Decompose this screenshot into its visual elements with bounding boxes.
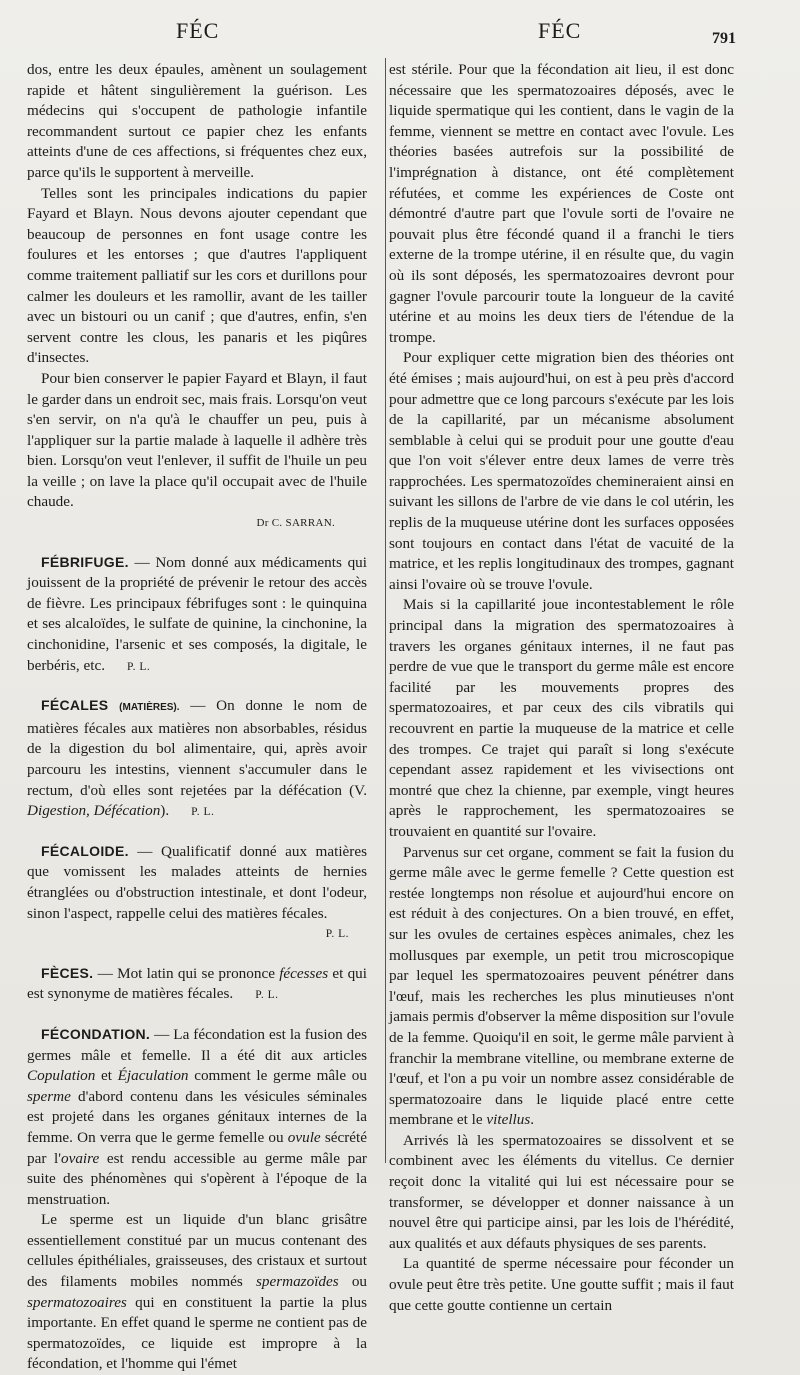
italic-word: spermazoïdes [255,1273,339,1291]
italic-word: vitellus [486,1111,531,1129]
paragraph: Pour bien conserver le papier Fayard et Blayn, il faut le garder dans un endroit sec, mais frais. Lorsqu'on veut s'en servir, on n'a qu'à le chauffer un peu, puis à l'appliquer sur la partie malade à laquelle il adhère très bien. Lorsqu'on veut l'enlever, il suffit de l'huile un peu la veille ; on lave la place qu'il occupait avec de l'huile chaude. [27,369,367,511]
entry-text: et [95,1067,118,1085]
entry-text: — La fécondation est la fusion des germes mâle et femelle. Il a été dit aux articles [27,1025,367,1064]
paragraph-text: Parvenus sur cet organe, comment se fait la fusion du germe mâle avec le germe femelle ? Cette question est restée longtemps non résolue et aujourd'hui encore on est réduit à des conjectures. On a bien trouvé, en effet, sur les ovules de certaines espèces animales, chez les mollusques par exemple, un petit trou microscopique par lequel les spermatozoaires peuvent pénétrer dans l'œuf, mais les recherches les plus minutieuses n'ont jamais permis d'observer la même disposition sur l'ovule de la femme. Quoiqu'il en soit, le germe mâle parvient à franchir la membrane vitelline, ou membrane externe de l'œuf, et l'on a pu voir un nombre assez considérable de spermatozoaire dans le liquide placé entre cette membrane et le [389,843,734,1129]
author-initials: P. L. [191,806,215,819]
page-number: 791 [712,30,736,47]
entry-text: — On donne le nom de matières fécales aux matières non absorbables, résidus de la digestion du bol alimentaire, qui, après avoir parcouru les intestins, viennent s'accumuler dans le rectum, d'où elles sont rejetées par la défécation (V. [27,697,367,799]
entry-text: sécrété par l' [27,1128,367,1167]
cross-reference: Digestion, Défécation [27,802,161,820]
paragraph-text: qui en constituent la partie la plus importante. En effet quand le sperme ne contient pas de spermatozoïdes, ce liquide est impropre à la fécondation, et l'homme qui l'émet [27,1293,367,1373]
paragraph: Arrivés là les spermatozoaires se dissolvent et se combinent avec les éléments du vitellus. Ce dernier reçoit donc la vitalité qui lui est nécessaire pour se transformer, se développer et donner naissance à un nouvel être qui participe ainsi, par les lois de l'hérédité, aux qualités et aux défauts physiques de ses parents. [389,1131,734,1252]
paragraph: Mais si la capillarité joue incontestablement le rôle principal dans la migration des spermatozoaires à travers les organes génitaux internes, il ne faut pas perdre de vue que le transport du germe mâle est encore facilité par les mouvements propres des spermatozoaires, et par ceux des cils vibratils qui recouvrent en partie la muqueuse de la matrice et celle des trompes. Ce trajet qui paraît si long s'exécute cependant assez rapidement et les vivisections ont montré que chez la chienne, par exemple, vingt heures après le rapprochement, les spermatozoaires se trouvaient en quantité sur l'ovaire. [389,596,734,840]
entry-term: FÉCALES [41,697,109,714]
entry-term: FÉCONDATION. [41,1025,151,1042]
entry-text: d'abord contenu dans les vésicules séminales est projeté dans les organes génitaux internes de la femme. On verra que le germe femelle ou [27,1087,367,1146]
entry-term: FÉBRIFUGE. [41,553,129,570]
paragraph: Telles sont les principales indications du papier Fayard et Blayn. Nous devons ajouter cependant que beaucoup de personnes en font usage contre les foulures et les entorses ; que d'autres l'appliquent comme traitement palliatif sur les cors et durillons pour calmer les douleurs et les ramollir, avant de les tailler avec un bistouri ou un canif ; que d'autres, enfin, s'en servent contre les clous, les panaris et les piqûres d'insectes. [27,184,367,367]
paragraph: Pour expliquer cette migration bien des théories ont été émises ; mais aujourd'hui, on est à peu près d'accord pour admettre que ce long parcours s'exécute par les lois de la capillarité, par un mécanisme absolument semblable à celui qui se produit pour une goutte d'eau que l'on voit s'élever entre deux lames de verre très rapprochées. Les spermatozoïdes chemineraient ainsi en suivant les sillons de l'arbre de vie dans le col utérin, les replis de la muqueuse utérine dont les surfaces opposées sont toujours en contact dans l'état de vacuité de la matrice, et les replis longitudinaux des trompes, gagnant ainsi l'ovaire où se trouve l'ovule. [389,349,734,593]
paragraph [27,1210,367,1375]
entry-febrifuge [27,552,367,678]
entry-fecaloide [27,841,367,924]
italic-word: spermatozoaires [27,1293,127,1311]
entry-fecondation [27,1024,367,1210]
entry-term: FÈCES. [41,964,94,981]
left-column [27,60,367,1375]
entry-text: comment le germe mâle ou [188,1067,367,1085]
column-divider [385,58,386,1163]
paragraph-text: ou [338,1273,368,1291]
entry-text: — Nom donné aux médicaments qui jouissent de la propriété de prévenir le retour des accès de fièvre. Les principaux fébrifuges sont : le quinquina et ses alcaloïdes, le sulfate de quinine, la cinchonine, la cinchonidine, l'arsenic et ses composés, la digitale, le berbéris, etc. [27,553,367,674]
right-column [389,60,734,1316]
entry-subterm: (MATIÈRES). [119,702,180,714]
paragraph: est stérile. Pour que la fécondation ait lieu, il est donc nécessaire que les spermatozoaires déposés, avec le liquide spermatique qui les contient, dans le vagin de la femme, viennent se mettre en contact avec l'ovule. Les théories basées autrefois sur la possibilité de l'imprégnation à distance, ont été complètement réfutées, et comme les expériences de Coste ont démontré d'autre part que l'ovule sorti de l'ovaire ne pouvait plus être fécondé quand il a franchi le tiers externe de la trompe utérine, il en résulte que, du vagin où ils sont déposés, les spermatozoaires devront pour gagner l'ovule parcourir toute la longueur de la cavité utérine et au moins les deux tiers de l'étendue de la trompe. [389,61,734,346]
author-initials: P. L. [325,928,349,941]
paragraph: La quantité de sperme nécessaire pour féconder un ovule peut être très petite. Une goutte suffit ; mais il faut que cette goutte contienne un certain [389,1255,734,1314]
paragraph-text: . [530,1111,535,1129]
author-initials: P. L. [255,989,279,1002]
author-signature: Dr C. SARRAN. [256,517,335,530]
italic-word: fécesses [279,964,329,982]
italic-word: ovule [287,1128,321,1146]
paragraph: dos, entre les deux épaules, amènent un soulagement rapide et hâtent singulièrement la guérison. Les médecins qui s'occupent de pathologie infantile recommandent surtout ce papier chez les enfants atteints d'une de ces affections, si fréquentes chez eux, parce qu'ils le supportent à merveille. [27,61,367,181]
paragraph-text: Le sperme est un liquide d'un blanc grisâtre essentiellement constitué par un mucus contenant des cellules épithéliales, graisseuses, des cristaux et surtout des filaments mobiles nommés [27,1211,367,1291]
entry-text: — Mot latin qui se prononce [93,964,280,982]
entry-text-end: et qui est synonyme de matières fécales. [27,964,367,1003]
right-running-header: FÉC [538,18,582,43]
entry-term: FÉCALOIDE. [41,842,129,859]
entry-feces [27,963,367,1006]
italic-word: ovaire [61,1149,100,1167]
cross-reference: Éjaculation [117,1067,189,1085]
left-running-header: FÉC [176,18,220,43]
entry-text: — Qualificatif donné aux matières que vomissent les malades atteints de hernies étranglées ou d'obstruction intestinale, et dont l'odeur, sinon l'aspect, rappelle celui des matières fécales. [27,842,367,922]
entry-fecales [27,695,367,823]
author-initials: P. L. [127,660,151,673]
cross-reference: Copulation [27,1067,96,1085]
entry-text-end: ). [160,802,170,820]
paragraph [389,843,734,1131]
italic-word: sperme [27,1087,71,1105]
entry-text: est rendu accessible au germe mâle par suite des phénomènes qui s'opèrent à l'époque de la menstruation. [27,1149,367,1208]
